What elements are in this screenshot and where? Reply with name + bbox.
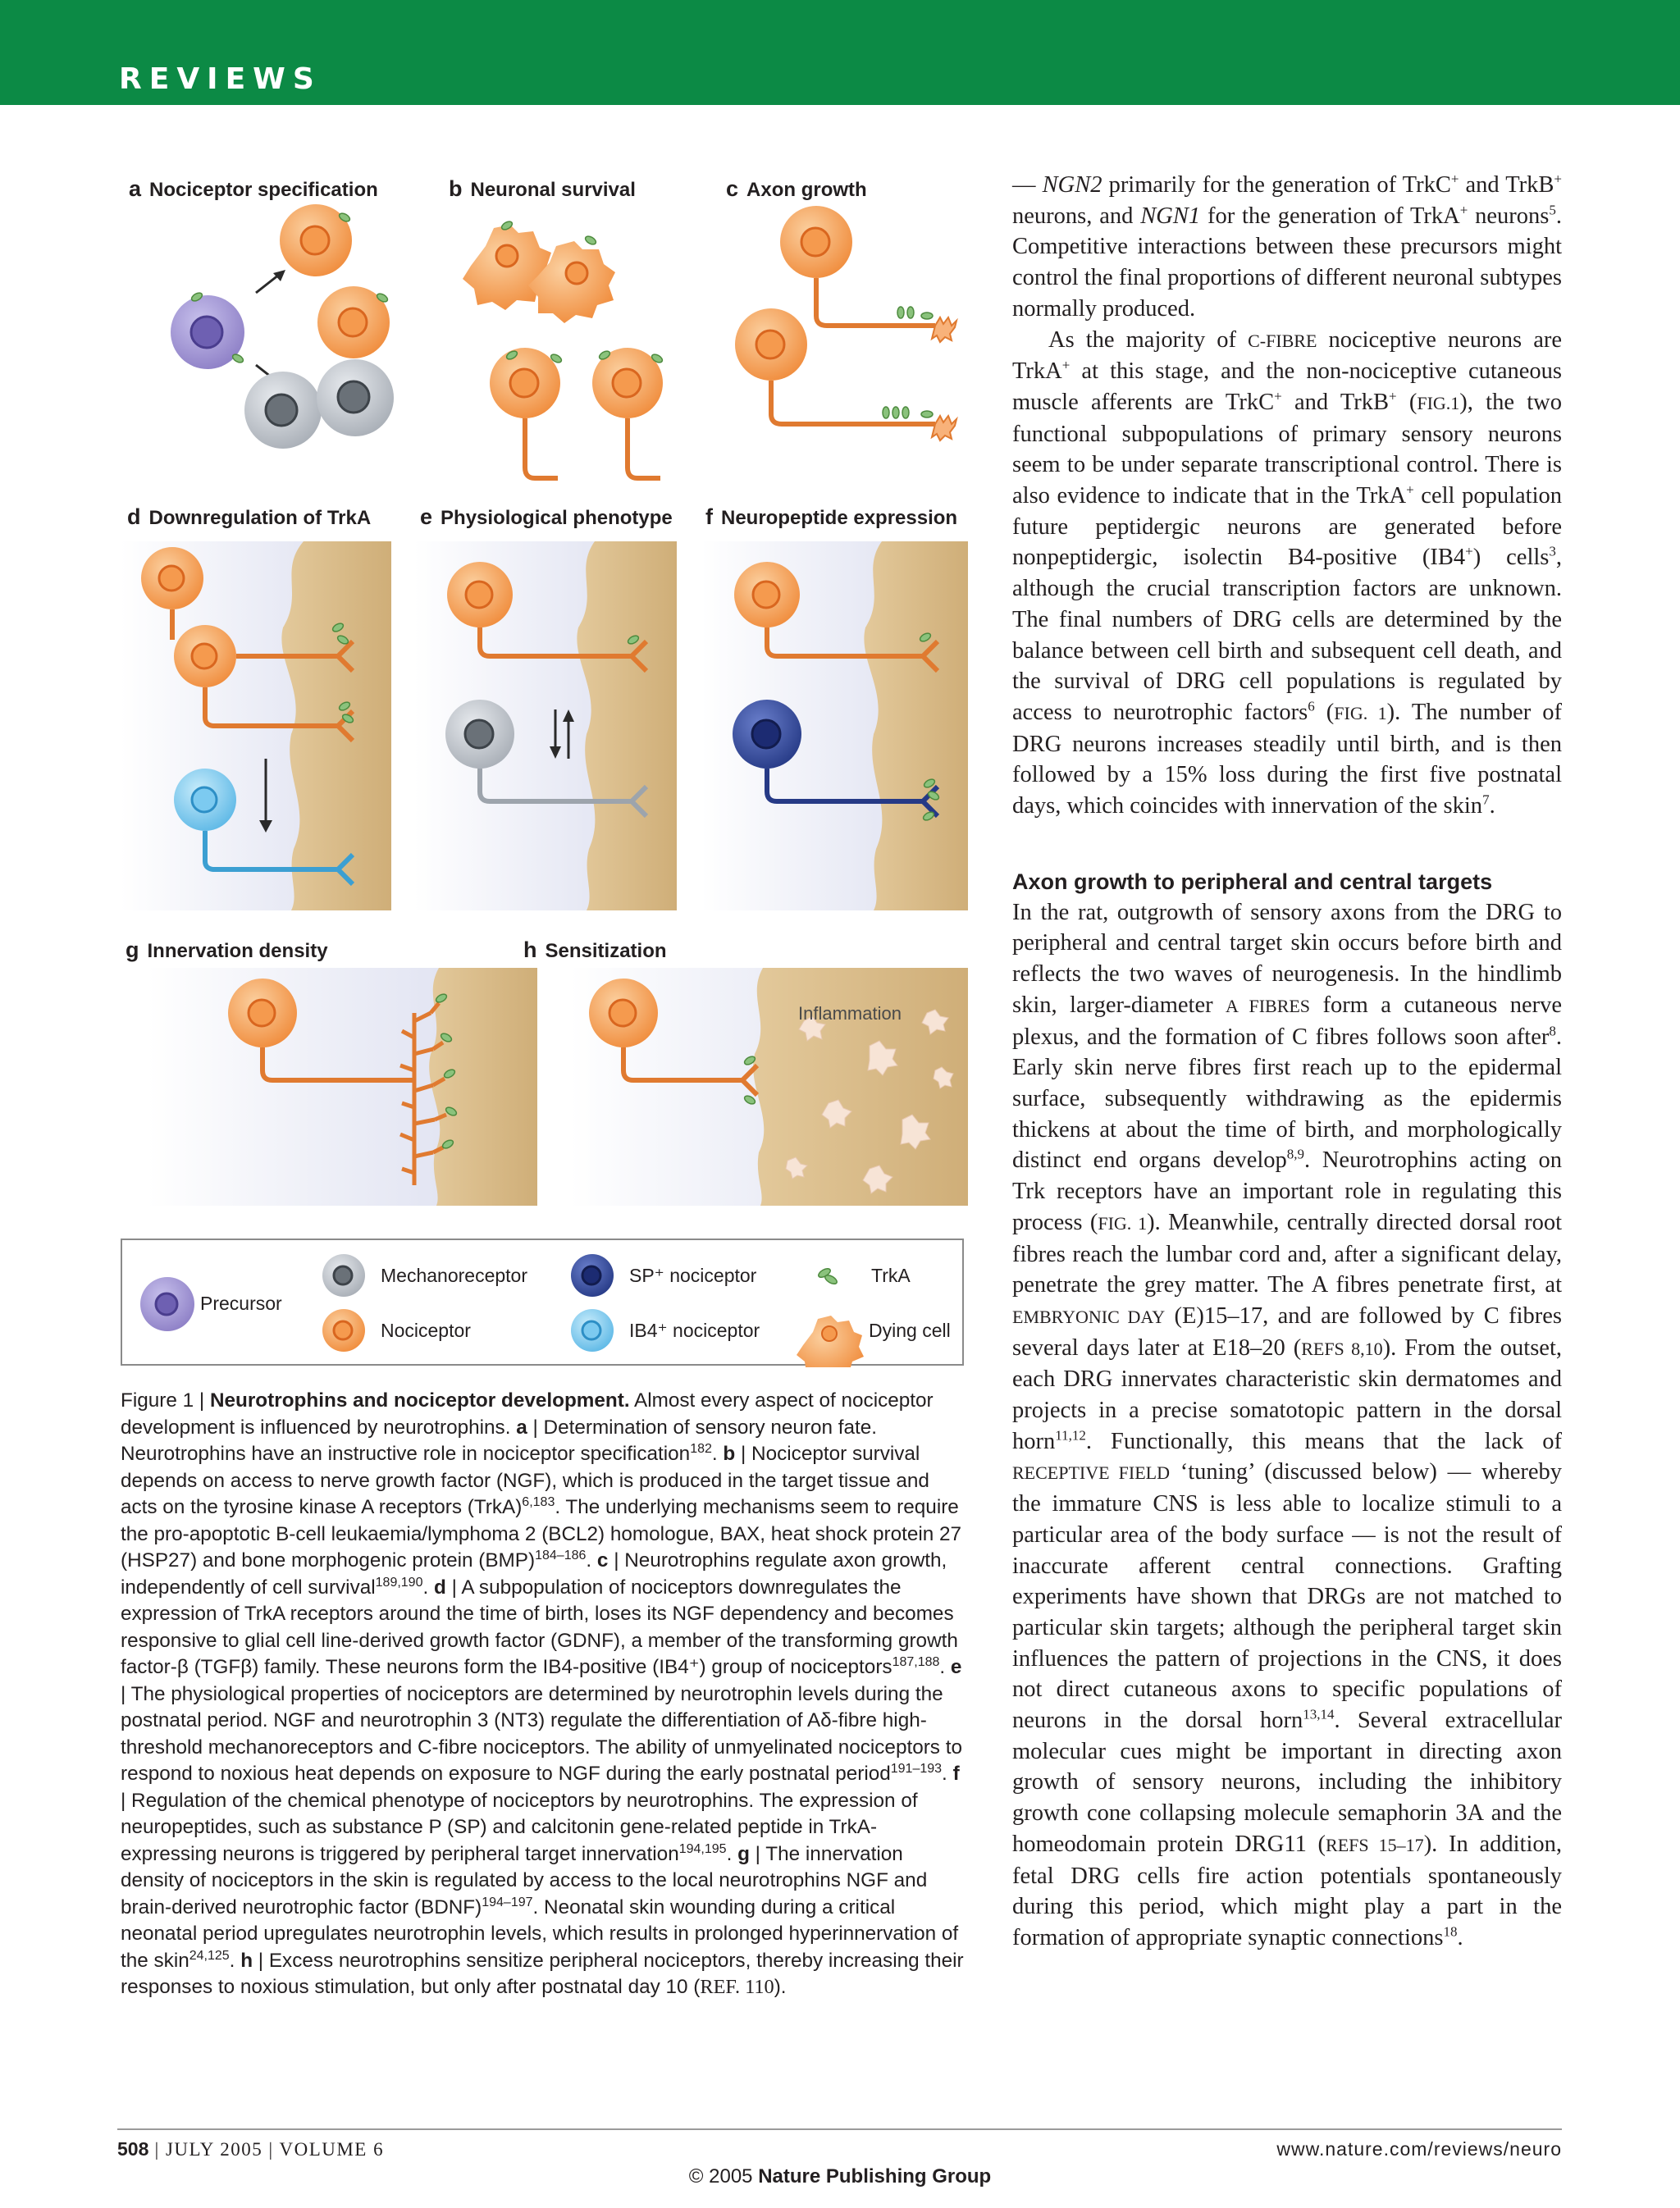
inflammation-label: Inflammation [798, 1003, 902, 1024]
figure-1 [115, 168, 968, 1366]
panel-d-art [121, 541, 391, 910]
panel-c-title: c Axon growth [726, 176, 867, 201]
panel-f-art [701, 541, 968, 910]
paragraph-3: In the rat, outgrowth of sensory axons from the DRG to peripheral and central target skin occurs before birth and reflects the two waves of neurogenesis. In the hindlimb skin, larger-diameter A FIBRES form a cutaneous nerve plexus, and the formation of C fibres follows soon after$^8$. Early skin nerve fibres first reach up to the epidermal surface, subsequently withdrawing as the epidermis thickens at about the time of birth, and morphologically distinct end organs develop$^{8,9}$. Neurotrophins acting on Trk receptors have an important role in regulating this process (FIG. 1). Meanwhile, centrally directed dorsal root fibres reach the lumbar cord and, after a significant delay, penetrate the grey matter. The A fibres penetrate first, at EMBRYONIC DAY (E)15–17, and are followed by C fibres several days later at E18–20 (REFS 8,10). From the outset, each DRG innervates characteristic skin dermatomes and projects in a precise somatotopic pattern in the dorsal horn$^{11,12}$. Functionally, this means that the lack of RECEPTIVE FIELD ‘tuning’ (discussed below) — whereby the immature CNS is less able to localize stimuli to a particular area of the body surface — is not the result of inaccurate afferent central connections. Grafting experiments have shown that DRGs are not matched to particular skin targets; although the peripheral target skin influences the pattern of projections in the CNS, it does not direct cutaneous axons to specific populations of neurons in the dorsal horn$^{13,14}$. Several extracellular molecular cues might be important in directing axon growth of sensory neurons, including the inhibitory growth cone collapsing molecule semaphorin 3A and the homeodomain protein DRG11 (REFS 15–17). In addition, fetal DRG cells fire action potentials spontaneously during this period, which might play a part in the formation of appropriate synaptic connections$^{18}$. [1012, 899, 1562, 1950]
panel-a-title: a Nociceptor specification [129, 176, 378, 201]
figure-legend [121, 1239, 964, 1366]
panel-h-title: h Sensitization [523, 937, 667, 962]
legend-trka: TrkA [871, 1265, 911, 1286]
body-text-column [1012, 170, 1562, 1954]
panel-h-art [570, 968, 968, 1206]
panel-a-art [171, 204, 394, 449]
panel-c-art [735, 206, 956, 440]
paragraph-1: — NGN2 primarily for the generation of TrkC+ and TrkB+ neurons, and NGN1 for the generation of TrkA+ neurons$^5$. Competitive interactions between these precursors might control the final proportions of different neuronal subtypes normally produced. [1012, 171, 1563, 322]
panel-b-art [463, 220, 664, 478]
panel-e-art [414, 541, 677, 910]
panel-d-title: d Downregulation of TrkA [127, 504, 372, 529]
legend-mechanoreceptor: Mechanoreceptor [381, 1265, 527, 1286]
footer-rule [117, 2128, 1562, 2130]
legend-dying-cell: Dying cell [869, 1320, 951, 1341]
panel-e-title: e Physiological phenotype [420, 504, 673, 529]
paragraph-2: As the majority of C-FIBRE nociceptive neurons are TrkA+ at this stage, and the non-nociceptive cutaneous muscle afferents are TrkC+ and TrkB+ (FIG.1), the two functional subpopulations of primary sensory neurons seem to be under separate transcriptional control. There is also evidence to indicate that in the TrkA+ cell population future peptidergic neurons are generated before nonpeptidergic, isolectin B4-positive (IB4+) cells$^3$, although the crucial transcription factors are unknown. The final numbers of DRG cells are determined by the balance between cell birth and subsequent cell death, and the survival of DRG cell populations is regulated by access to neurotrophic factors$^6$ (FIG. 1). The number of DRG neurons increases steadily until birth, and is then followed by a 15% loss during the first five postnatal days, which coincides with innervation of the skin$^7$. [1012, 326, 1563, 819]
panel-g-art [148, 968, 537, 1206]
legend-ib4-nociceptor: IB4⁺ nociceptor [629, 1320, 760, 1341]
section-label: REVIEWS [119, 62, 322, 96]
panel-g-title: g Innervation density [126, 937, 328, 962]
section-heading: Axon growth to peripheral and central targets [1012, 869, 1493, 894]
figure-illustration [115, 168, 968, 1234]
legend-nociceptor: Nociceptor [381, 1320, 471, 1341]
copyright: © 2005 Nature Publishing Group [688, 2165, 992, 2187]
legend-precursor: Precursor [200, 1293, 282, 1314]
panel-f-title: f Neuropeptide expression [705, 504, 958, 529]
footer-url[interactable]: www.nature.com/reviews/neuro [1276, 2138, 1562, 2160]
legend-sp-nociceptor: SP⁺ nociceptor [629, 1265, 757, 1286]
panel-b-title: b Neuronal survival [449, 176, 636, 201]
footer-page-info: 508 | JULY 2005 | VOLUME 6 [117, 2138, 385, 2160]
figure-caption: Figure 1 | Neurotrophins and nociceptor development. Almost every aspect of nociceptor development is influenced by neurotrophins. a | Determination of sensory neuron fate. Neurotrophins have an instructive role in nociceptor specification$^{182}$. b | Nociceptor survival depends on access to nerve growth factor (NGF), which is produced in the target tissue and acts on the tyrosine kinase A receptors (TrkA)$^{6,183}$. The underlying mechanisms seem to require the pro-apoptotic B-cell leukaemia/lymphoma 2 (BCL2) homologue, BAX, heat shock protein 27 (HSP27) and bone morphogenic protein (BMP)$^{184-186}$. c | Neurotrophins regulate axon growth, independently of cell survival$^{189,190}$. d | A subpopulation of nociceptors downregulates the expression of TrkA receptors around the time of birth, loses its NGF dependency and becomes responsive to glial cell line-derived growth factor (GDNF), a member of the transforming growth factor-β (TGFβ) family. These neurons form the IB4-positive (IB4⁺) group of nociceptors$^{187,188}$. e | The physiological properties of nociceptors are determined by neurotrophin levels during the postnatal period. NGF and neurotrophin 3 (NT3) regulate the differentiation of Aδ-fibre high-threshold mechanoreceptors and C-fibre nociceptors. The ability of unmyelinated nociceptors to respond to noxious heat depends on exposure to NGF during the early postnatal period$^{191-193}$. f | Regulation of the chemical phenotype of nociceptors by neurotrophins. The expression of neuropeptides, such as substance P (SP) and calcitonin gene-related peptide in TrkA-expressing neurons is triggered by peripheral target innervation$^{194,195}$. g | The innervation density of nociceptors in the skin is regulated by access to the local neurotrophins NGF and brain-derived neurotrophic factor (BDNF)$^{194-197}$. Neonatal skin wounding during a critical neonatal period upregulates neurotrophin levels, which results in prolonged hyperinnervation of the skin$^{24,125}$. h | Excess neurotrophins sensitize peripheral nociceptors, thereby increasing their responses to noxious stimulation, but only after postnatal day 10 (REF. 110). [121, 1389, 964, 1998]
